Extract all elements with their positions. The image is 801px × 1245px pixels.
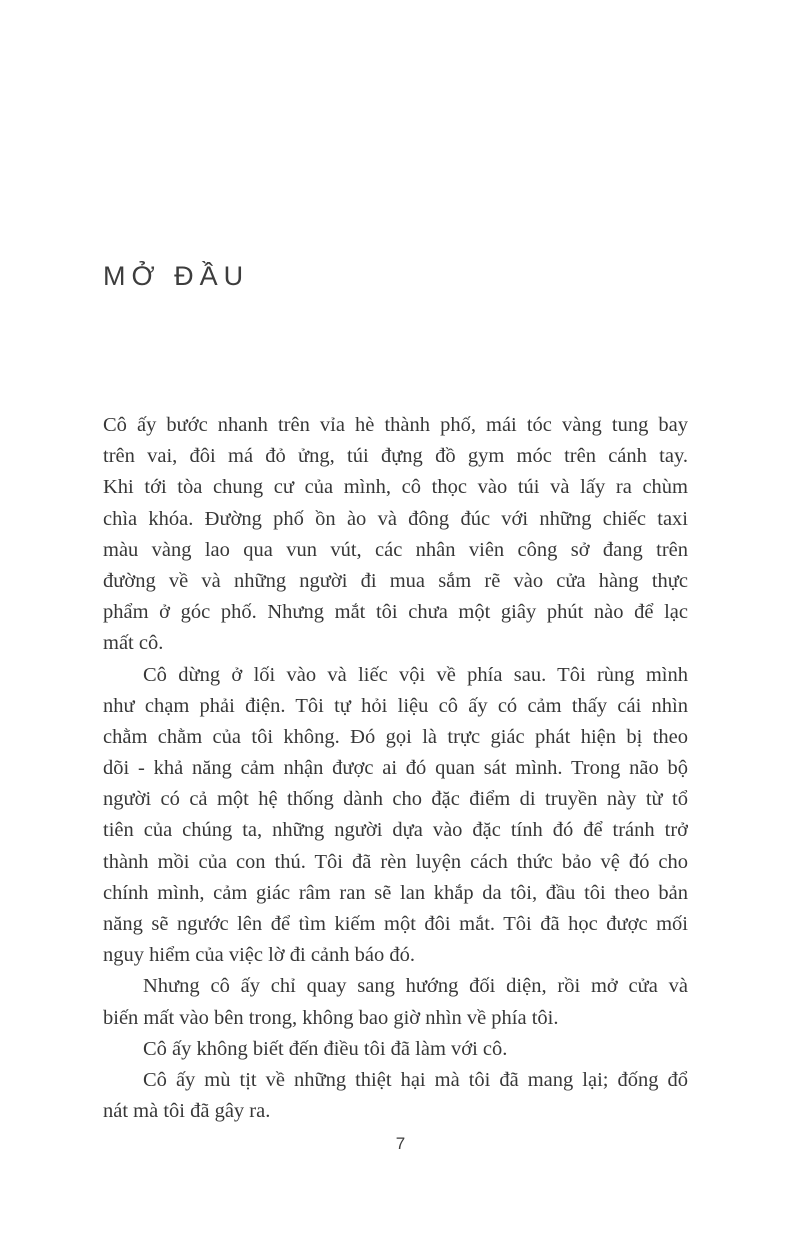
paragraph	[103, 660, 688, 972]
paragraph	[103, 971, 688, 1033]
text-line: phẩm ở góc phố. Nhưng mắt tôi chưa một giây phút nào để lạc	[103, 601, 688, 624]
text-line: chính mình, cảm giác râm ran sẽ lan khắp da tôi, đầu tôi theo bản	[103, 881, 688, 904]
page-number: 7	[395, 1134, 406, 1153]
text-line: như chạm phải điện. Tôi tự hỏi liệu cô ấy có cảm thấy cái nhìn	[103, 694, 688, 717]
body-text	[103, 410, 688, 1127]
text-line: đường về và những người đi mua sắm rẽ vào cửa hàng thực	[103, 569, 688, 592]
text-line: Khi tới tòa chung cư của mình, cô thọc vào túi và lấy ra chùm	[103, 476, 688, 499]
text-line: nguy hiểm của việc lờ đi cảnh báo đó.	[103, 944, 415, 967]
text-line: dõi - khả năng cảm nhận được ai đó quan sát mình. Trong não bộ	[103, 757, 688, 780]
text-line: Cô ấy bước nhanh trên vỉa hè thành phố, mái tóc vàng tung bay	[103, 414, 688, 436]
text-line: chìa khóa. Đường phố ồn ào và đông đúc với những chiếc taxi	[103, 507, 688, 530]
text-line: nát mà tôi đã gây ra.	[103, 1100, 271, 1123]
text-line: màu vàng lao qua vun vút, các nhân viên công sở đang trên	[103, 538, 688, 561]
paragraph	[103, 1034, 688, 1065]
text-line: thành mồi của con thú. Tôi đã rèn luyện cách thức bảo vệ đó cho	[103, 850, 688, 873]
text-line: Cô dừng ở lối vào và liếc vội về phía sau. Tôi rùng mình	[143, 663, 688, 686]
text-line: Cô ấy không biết đến điều tôi đã làm với cô.	[143, 1037, 508, 1060]
text-line: chằm chằm của tôi không. Đó gọi là trực giác phát hiện bị theo	[103, 725, 688, 748]
text-line: biến mất vào bên trong, không bao giờ nhìn về phía tôi.	[103, 1006, 559, 1029]
chapter-heading: MỞ ĐẦU	[103, 261, 250, 291]
text-line: trên vai, đôi má đỏ ửng, túi đựng đồ gym móc trên cánh tay.	[103, 445, 688, 468]
text-line: mất cô.	[103, 632, 164, 655]
text-line: Nhưng cô ấy chỉ quay sang hướng đối diện, rồi mở cửa và	[143, 975, 688, 998]
text-line: người có cả một hệ thống dành cho đặc điểm di truyền này từ tổ	[103, 788, 688, 811]
paragraph	[103, 1065, 688, 1127]
text-line: Cô ấy mù tịt về những thiệt hại mà tôi đã mang lại; đống đổ	[143, 1068, 688, 1091]
text-line: tiên của chúng ta, những người dựa vào đặc tính đó để tránh trở	[103, 819, 688, 842]
paragraph	[103, 410, 688, 660]
text-line: năng sẽ ngước lên để tìm kiếm một đôi mắt. Tôi đã học được mối	[103, 913, 688, 935]
